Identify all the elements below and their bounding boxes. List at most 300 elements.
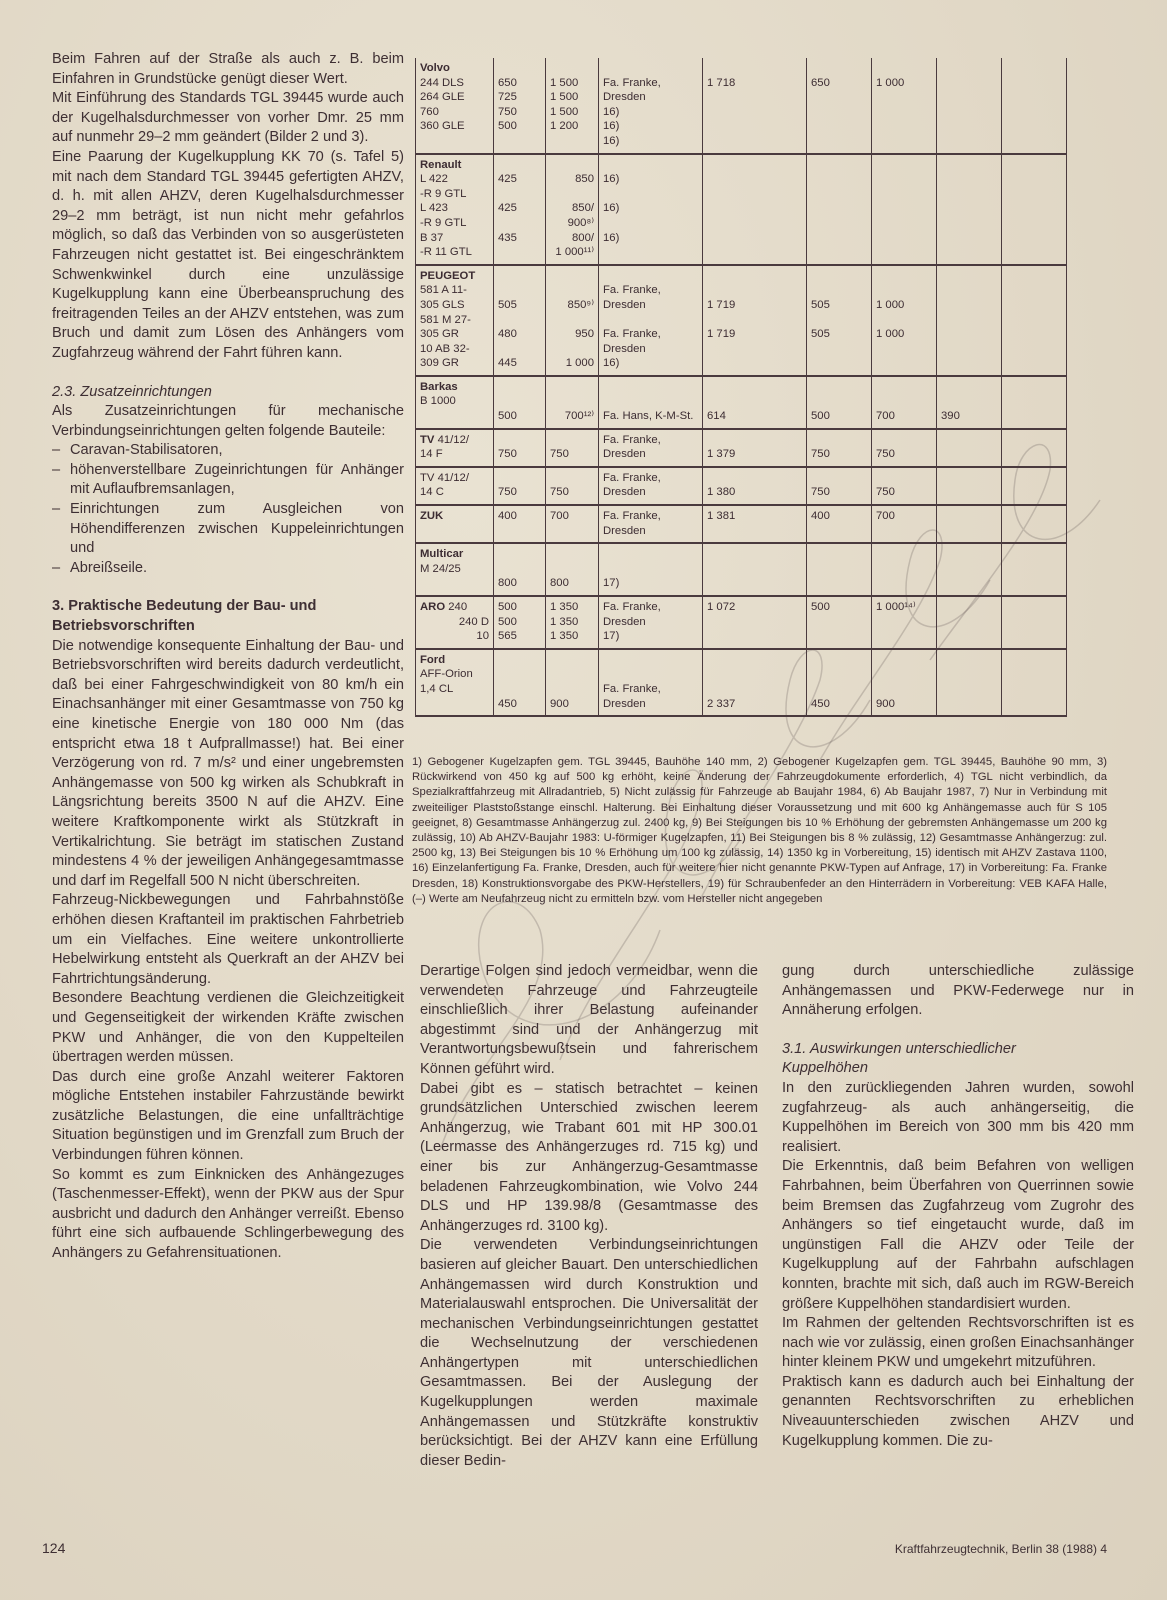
vehicle-model: -R 9 GTL: [420, 216, 467, 229]
mass-braked-cell: [546, 467, 599, 505]
mass-braked-cell: [546, 376, 599, 429]
cell-line: 1 500: [550, 105, 579, 118]
cell-line: 900⁸⁾: [567, 216, 594, 229]
value-cell: [937, 376, 1002, 429]
mass-unbraked-cell: [494, 467, 546, 505]
cell-line: 700¹²⁾: [564, 410, 594, 423]
cell-line: 1 718: [707, 76, 736, 89]
empty-cell: [1002, 505, 1067, 543]
cell-line: 1 200: [550, 120, 579, 133]
cell-line: Fa. Franke,: [603, 433, 661, 446]
cell-line: [603, 667, 698, 682]
cell-spacer: [876, 61, 932, 76]
vehicle-model: AFF-Orion: [420, 668, 473, 681]
cell-line: 16): [603, 173, 620, 186]
value-cell: [703, 154, 807, 265]
cell-line: [707, 172, 802, 187]
cell-line: Dresden: [603, 486, 646, 499]
supplier-cell: [599, 649, 703, 716]
cell-line: [707, 667, 802, 682]
value-cell: [872, 429, 937, 467]
value-cell: [807, 58, 872, 154]
supplier-cell: [599, 154, 703, 265]
supplier-cell: [599, 58, 703, 154]
supplier-cell: [599, 467, 703, 505]
cell-spacer: [811, 653, 867, 668]
cell-line: [876, 433, 932, 448]
cell-spacer: [876, 547, 932, 562]
cell-line: 500: [498, 601, 517, 613]
cell-spacer: [603, 653, 698, 668]
cell-spacer: [707, 380, 802, 395]
list-item: – Caravan-Stabilisatoren,: [52, 441, 404, 461]
mass-braked-cell: [546, 543, 599, 596]
cell-spacer: [941, 380, 997, 395]
cell-line: [550, 342, 594, 357]
cell-line: [941, 509, 997, 524]
mass-unbraked-cell: [494, 265, 546, 376]
supplier-cell: [599, 429, 703, 467]
value-cell: [872, 649, 937, 716]
vehicle-cell: [416, 467, 494, 505]
cell-spacer: [603, 158, 698, 173]
cell-spacer: [550, 380, 594, 395]
cell-line: 500: [498, 410, 517, 423]
section-heading-3: 3. Praktische Bedeutung der Bau- und Betriebsvorschriften: [52, 598, 317, 635]
cell-line: 750: [811, 448, 830, 461]
cell-line: 480: [498, 328, 517, 341]
value-cell: [872, 154, 937, 265]
value-cell: [807, 154, 872, 265]
vehicle-model: 309 GR: [420, 357, 459, 370]
cell-line: 1 379: [707, 448, 736, 461]
cell-line: 800/: [572, 231, 594, 244]
cell-spacer: [498, 653, 541, 668]
cell-spacer: [550, 269, 594, 284]
cell-line: [941, 76, 997, 91]
empty-cell: [1002, 649, 1067, 716]
cell-line: [550, 471, 594, 486]
cell-line: [876, 394, 932, 409]
cell-line: 750: [550, 448, 569, 461]
cell-line: Fa. Franke,: [603, 510, 661, 523]
mass-unbraked-cell: [494, 376, 546, 429]
cell-line: [811, 471, 867, 486]
cell-spacer: [811, 547, 867, 562]
cell-spacer: [707, 269, 802, 284]
cell-line: 750: [876, 448, 895, 461]
cell-line: [550, 667, 594, 682]
vehicle-model: B 1000: [420, 395, 456, 408]
value-cell: [807, 543, 872, 596]
vehicle-cell: [416, 429, 494, 467]
supplier-cell: [599, 376, 703, 429]
cell-line: 17): [603, 630, 620, 643]
value-cell: [872, 596, 937, 649]
value-cell: [703, 467, 807, 505]
vehicle-cell: [416, 376, 494, 429]
cell-spacer: [550, 653, 594, 668]
cell-line: [811, 172, 867, 187]
value-cell: [807, 265, 872, 376]
cell-line: 750: [550, 486, 569, 499]
cell-line: [550, 187, 594, 202]
vehicle-model: 581 A 11-: [420, 284, 467, 297]
cell-line: 1 000¹⁴⁾: [876, 601, 916, 613]
value-cell: [937, 265, 1002, 376]
cell-line: 1 000: [876, 328, 905, 341]
paragraph: Mit Einführung des Standards TGL 39445 wurde auch der Kugelhalsdurchmesser von vorher Dmr. 25 mm auf nunmehr 29–2 mm geändert (Bilder 2 und 3).: [52, 90, 404, 146]
mass-unbraked-cell: [494, 596, 546, 649]
empty-cell: [1002, 376, 1067, 429]
cell-spacer: [811, 269, 867, 284]
cell-line: [498, 216, 541, 231]
section-heading-2-3: 2.3. Zusatzeinrichtungen: [52, 383, 212, 400]
table-row: [416, 467, 1111, 505]
vehicle-cell: [416, 505, 494, 543]
value-cell: [872, 58, 937, 154]
mass-unbraked-cell: [494, 543, 546, 596]
cell-line: [876, 667, 932, 682]
value-cell: [703, 543, 807, 596]
cell-spacer: [941, 653, 997, 668]
cell-spacer: [876, 158, 932, 173]
mass-braked-cell: [546, 505, 599, 543]
table-row: [416, 596, 1111, 649]
mass-unbraked-cell: [494, 429, 546, 467]
cell-line: [876, 471, 932, 486]
vehicle-model: 305 GLS: [420, 298, 465, 311]
supplier-cell: [599, 596, 703, 649]
vehicle-model: 360 GLE: [420, 120, 465, 133]
cell-line: Fa. Franke,: [603, 601, 661, 613]
cell-line: 2 337: [707, 697, 736, 710]
paragraph: Die verwendeten Verbindungseinrichtungen basieren auf gleicher Bauart. Den unterschiedlichen Anhängemassen wird durch Konstruktion und Materialauswahl entsprochen. Die Universalität der mechanischen Verbindungseinrichtungen gestattet die Wechselnutzung der verschiedenen Anhängertypen mit unterschiedlichen Gesamtmassen. Bei der Auslegung der Kugelkupplungen werden maximale Anhängemassen und Stützkräfte konstruktiv berücksichtigt. Bei der AHZV kann eine Erfüllung dieser Bedin-: [420, 1237, 758, 1469]
vehicle-make: Barkas: [420, 380, 458, 393]
cell-spacer: [498, 269, 541, 284]
mass-braked-cell: [546, 58, 599, 154]
table-row: [416, 543, 1111, 596]
cell-spacer: [498, 547, 541, 562]
cell-line: [603, 216, 698, 231]
value-cell: [872, 543, 937, 596]
cell-line: [603, 313, 698, 328]
mass-unbraked-cell: [494, 154, 546, 265]
value-cell: [872, 265, 937, 376]
cell-line: Fa. Franke,: [603, 471, 661, 484]
cell-line: Fa. Hans, K-M-St.: [603, 410, 694, 423]
cell-line: 1 719: [707, 298, 736, 311]
value-cell: [703, 596, 807, 649]
mass-unbraked-cell: [494, 58, 546, 154]
value-cell: [937, 429, 1002, 467]
cell-line: [498, 245, 541, 260]
cell-line: [603, 562, 698, 577]
cell-spacer: [707, 547, 802, 562]
value-cell: [937, 505, 1002, 543]
cell-line: 750: [498, 448, 517, 461]
cell-line: 800: [498, 577, 517, 590]
cell-line: [498, 313, 541, 328]
cell-line: 650: [498, 76, 517, 89]
cell-line: 1 000: [565, 357, 594, 370]
table-row: [416, 429, 1111, 467]
paragraph: Beim Fahren auf der Straße als auch z. B. beim Einfahren in Grundstücke genügt dieser Wert.: [52, 51, 404, 87]
cell-line: Dresden: [603, 524, 646, 537]
cell-spacer: [707, 61, 802, 76]
cell-line: [550, 313, 594, 328]
mass-unbraked-cell: [494, 649, 546, 716]
cell-line: 1 719: [707, 328, 736, 341]
paragraph: Derartige Folgen sind jedoch vermeidbar, wenn die verwendeten Fahrzeuge und Fahrzeugteile einschließlich ihrer Belastung aufeinander abgestimmt sind und der Anhängerzug mit Verantwortungsbewußtsein und fahrerischem Können geführt wird.: [420, 963, 758, 1077]
vehicle-model: -R 9 GTL: [420, 187, 467, 200]
cell-line: 505: [498, 298, 517, 311]
cell-line: Fa. Franke,: [603, 682, 661, 695]
mass-braked-cell: [546, 154, 599, 265]
cell-line: [550, 283, 594, 298]
paragraph: Fahrzeug-Nickbewegungen und Fahrbahnstöße erhöhen diesen Kraftanteil im praktischen Fahrbetrieb um ein Vielfaches. Eine weitere unkontrollierte Hebelwirkung entsteht als Querkraft an der AHZV bei Fahrtrichtungsänderung.: [52, 892, 404, 987]
value-cell: [807, 376, 872, 429]
cell-line: [811, 394, 867, 409]
vehicle-make: Volvo: [420, 62, 450, 74]
cell-line: 700: [876, 410, 895, 423]
vehicle-model: -R 11 GTL: [420, 246, 472, 259]
empty-cell: [1002, 154, 1067, 265]
empty-cell: [1002, 429, 1067, 467]
vehicle-model: TV 41/12/: [420, 471, 469, 484]
cell-spacer: [550, 547, 594, 562]
cell-line: 16): [603, 120, 620, 133]
cell-line: 16): [603, 105, 620, 118]
empty-cell: [1002, 467, 1067, 505]
cell-spacer: [941, 269, 997, 284]
cell-line: 16): [603, 357, 620, 370]
supplier-cell: [599, 543, 703, 596]
cell-line: [603, 394, 698, 409]
vehicle-model: 240: [448, 601, 468, 613]
cell-line: 900: [550, 697, 569, 710]
cell-line: [876, 313, 932, 328]
cell-spacer: [876, 653, 932, 668]
value-cell: [937, 543, 1002, 596]
cell-spacer: [550, 158, 594, 173]
cell-line: [811, 283, 867, 298]
value-cell: [937, 58, 1002, 154]
vehicle-model: 305 GR: [420, 328, 459, 341]
paragraph: gung durch unterschiedliche zulässige Anhängemassen und PKW-Federwege nur in Annäherung erfolgen.: [782, 963, 1134, 1019]
cell-line: 425: [498, 173, 517, 186]
value-cell: [703, 265, 807, 376]
vehicle-model: 14 C: [420, 486, 444, 499]
cell-spacer: [707, 653, 802, 668]
cell-line: 505: [811, 328, 830, 341]
paragraph: In den zurückliegenden Jahren wurden, sowohl zugfahrzeug- als auch anhängerseitig, die Kuppelhöhen im Bereich von 300 mm bis 420 mm realisiert.: [782, 1079, 1134, 1155]
cell-spacer: [811, 61, 867, 76]
vehicle-model: 14 F: [420, 448, 443, 461]
cell-line: [707, 562, 802, 577]
vehicle-cell: [416, 265, 494, 376]
cell-line: 500: [811, 601, 830, 613]
paragraph: Die notwendige konsequente Einhaltung der Bau- und Betriebsvorschriften wird bereits dadurch verdeutlicht, daß bei einer Fahrgeschwindigkeit von 80 km/h ein Einachsanhänger mit einer Gesamtmasse von 750 kg eine kinetische Energie von 180 000 Nm (das entspricht etwa 18 t Aufprallmasse!) hat. Bei einer Verzögerung von rd. 7 m/s² und einer ungebremsten Anhängemasse von 500 kg wirken als Schubkraft in Längsrichtung bereits 3500 N auf die AHZV. Eine weitere Kraftkomponente wirkt als Stützkraft in Vertikalrichtung. Sie beträgt im statischen Zustand mindestens 4 % der jeweiligen Anhängegesamtmasse und darf im Regelfall 500 N nicht überschreiten.: [52, 637, 404, 889]
list-item: – Einrichtungen zum Ausgleichen von Höhendifferenzen zwischen Kuppeleinrichtungen und: [52, 500, 404, 559]
cell-line: Fa. Franke,: [603, 284, 661, 297]
cell-line: [707, 682, 802, 697]
value-cell: [937, 649, 1002, 716]
cell-line: 16): [603, 134, 620, 147]
cell-line: Dresden: [603, 697, 646, 710]
cell-line: 435: [498, 231, 517, 244]
cell-line: [550, 682, 594, 697]
cell-line: 650: [811, 76, 830, 89]
cell-line: 500: [498, 120, 517, 133]
cell-spacer: [603, 61, 698, 76]
cell-line: [941, 600, 997, 615]
cell-line: 700: [876, 510, 895, 523]
cell-line: 500: [498, 615, 517, 628]
cell-line: [498, 562, 541, 577]
journal-citation: Kraftfahrzeugtechnik, Berlin 38 (1988) 4: [894, 1542, 1107, 1556]
cell-line: Dresden: [603, 448, 646, 461]
mass-braked-cell: [546, 649, 599, 716]
cell-line: [498, 394, 541, 409]
cell-line: Fa. Franke,: [603, 328, 661, 341]
cell-line: [941, 562, 997, 577]
cell-line: [707, 433, 802, 448]
vehicle-model: 240 D: [458, 615, 489, 628]
cell-spacer: [498, 61, 541, 76]
cell-line: 17): [603, 577, 620, 590]
cell-line: [603, 187, 698, 202]
cell-line: [707, 471, 802, 486]
cell-line: [498, 187, 541, 202]
value-cell: [703, 429, 807, 467]
cell-line: 500: [811, 410, 830, 423]
cell-line: [498, 342, 541, 357]
vehicle-model: M 24/25: [420, 562, 461, 575]
cell-line: [941, 394, 997, 409]
mass-braked-cell: [546, 265, 599, 376]
empty-cell: [1002, 265, 1067, 376]
cell-line: [941, 433, 997, 448]
value-cell: [937, 467, 1002, 505]
cell-line: [498, 682, 541, 697]
cell-line: 1 500: [550, 76, 579, 89]
list-item: – höhenverstellbare Zugeinrichtungen für Anhänger mit Auflaufbremsanlagen,: [52, 461, 404, 500]
vehicle-model: B 37: [420, 231, 444, 244]
vehicle-model: 264 GLE: [420, 91, 465, 104]
table-row: [416, 649, 1111, 716]
cell-line: [876, 562, 932, 577]
vehicle-model: 41/12/: [437, 433, 469, 446]
cell-spacer: [876, 269, 932, 284]
cell-spacer: [603, 269, 698, 284]
paragraph: So kommt es zum Einknicken des Anhängezuges (Taschenmesser-Effekt), wenn der PKW aus der Spur ausbricht und dadurch den Anhänger verreißt. Ebenso führt eine sich aufbauende Schlingerbewegung des Anhängers zu Gefahrensituationen.: [52, 1166, 404, 1262]
value-cell: [807, 505, 872, 543]
table-row: [416, 505, 1111, 543]
table-footnotes: 1) Gebogener Kugelzapfen gem. TGL 39445, Bauhöhe 140 mm, 2) Gebogener Kugelzapfen gem. TGL 39445, Bauhöhe 90 mm, 3) Rückwirkend von 450 kg auf 500 kg erhöht, keine Änderung der Fahrzeugdokumente erforderlich, 4) TGL nicht verbindlich, da Spezialkraftfahrzeug mit Allradantrieb, 5) Nicht zulässig für Fahrzeuge ab Baujahr 1984, 6) Ab Baujahr 1987, 7) Nur in Verbindung mit zweiteiliger Plaststoßstange einschl. Halterung. Bei Einhaltung dieser Voraussetzung und mit 600 kg Anhängemasse auch für S 105 geeignet, 8) Gesamtmasse Anhängerzug zul. 2400 kg, 9) Bei Steigungen bis 10 % Erhöhung der gebremsten Anhängemasse um 200 kg zulässig, 10) Ab AHZV-Baujahr 1983: U-förmiger Kugelzapfen, 11) Bei Steigungen bis 8 % zulässig, 12) Gesamtmasse Anhängerzug: zul. 2500 kg, 13) Bei Steigungen bis 10 % Erhöhung um 100 kg zulässig, 14) 1350 kg in Vorbereitung, 15) identisch mit AHZV Zastava 1100, 16) Einzelanfertigung Fa. Franke, Dresden, auch für weitere hier nicht genannte PKW-Typen auf Anfrage, 17) in Vorbereitung: Fa. Franke Dresden, 18) Konstruktionsvorgabe des PKW-Herstellers, 19) für Schraubenfeder an den Hinterrädern in Vorbereitung: VEB KAFA Halle, (–) Werte am Neufahrzeug nicht zu ermitteln bzw. vom Hersteller nicht angegeben: [412, 756, 1107, 905]
cell-line: [941, 283, 997, 298]
list-item: – Abreißseile.: [52, 559, 404, 579]
coupling-table: [415, 58, 1111, 717]
cell-line: 425: [498, 202, 517, 215]
cell-line: Dresden: [603, 298, 646, 311]
table-row: [416, 265, 1111, 376]
cell-line: 900: [876, 697, 895, 710]
cell-spacer: [811, 380, 867, 395]
cell-line: [811, 682, 867, 697]
cell-spacer: [876, 380, 932, 395]
cell-line: Fa. Franke,: [603, 76, 661, 89]
middle-column: [420, 962, 758, 1471]
cell-line: [707, 313, 802, 328]
mass-braked-cell: [546, 596, 599, 649]
vehicle-cell: [416, 649, 494, 716]
value-cell: [872, 505, 937, 543]
value-cell: [872, 376, 937, 429]
value-cell: [703, 376, 807, 429]
value-cell: [807, 596, 872, 649]
cell-line: [941, 471, 997, 486]
value-cell: [807, 467, 872, 505]
vehicle-model: L 423: [420, 202, 448, 215]
cell-line: 400: [811, 510, 830, 523]
dash-list: [52, 441, 404, 578]
vehicle-model: 1,4 CL: [420, 682, 454, 695]
vehicle-make: Multicar: [420, 548, 464, 561]
cell-line: 1 381: [707, 510, 736, 523]
cell-spacer: [941, 158, 997, 173]
cell-spacer: [811, 158, 867, 173]
cell-line: [498, 471, 541, 486]
cell-line: 850/: [572, 202, 594, 215]
cell-line: 750: [811, 486, 830, 499]
value-cell: [937, 596, 1002, 649]
paragraph: Im Rahmen der geltenden Rechtsvorschriften ist es nach wie vor zulässig, einen großen Einachsanhänger hinter kleinem PKW und umgekehrt mitzuführen.: [782, 1315, 1134, 1371]
value-cell: [807, 429, 872, 467]
cell-line: 700: [550, 510, 569, 523]
cell-spacer: [941, 547, 997, 562]
vehicle-model: 244 DLS: [420, 76, 464, 89]
cell-line: [707, 394, 802, 409]
cell-line: 1 000: [876, 298, 905, 311]
cell-line: 750: [498, 486, 517, 499]
cell-line: [550, 433, 594, 448]
vehicle-make: Ford: [420, 653, 446, 666]
cell-spacer: [550, 61, 594, 76]
paragraph: Als Zusatzeinrichtungen für mechanische Verbindungseinrichtungen gelten folgende Bauteile:: [52, 403, 404, 439]
cell-line: Dresden: [603, 615, 646, 628]
cell-line: [941, 172, 997, 187]
cell-line: [941, 667, 997, 682]
cell-line: [876, 283, 932, 298]
vehicle-cell: [416, 596, 494, 649]
cell-line: 390: [941, 410, 960, 423]
cell-line: 450: [811, 697, 830, 710]
cell-spacer: [498, 380, 541, 395]
cell-line: [603, 245, 698, 260]
paragraph: Dabei gibt es – statisch betrachtet – keinen grundsätzlichen Unterschied zwischen leerem Anhängerzug, wie Trabant 601 mit HP 300.01 (Leermasse des Anhängerzuges rd. 715 kg) und einer bis zur Anhängerzug-Gesamtmasse beladenen Fahrzeugkombination, wie Volvo 244 DLS und HP 139.98/8 (Gesamtmasse des Anhängerzuges rd. 3100 kg).: [420, 1080, 758, 1234]
vehicle-model: L 422: [420, 173, 448, 186]
cell-line: [550, 562, 594, 577]
value-cell: [807, 649, 872, 716]
cell-line: 565: [498, 630, 517, 643]
section-heading-3-1: 3.1. Auswirkungen unterschiedlicher Kuppelhöhen: [782, 1040, 1016, 1077]
vehicle-make: PEUGEOT: [420, 269, 476, 282]
table-row: [416, 154, 1111, 265]
vehicle-cell: [416, 543, 494, 596]
cell-line: 850: [575, 173, 594, 186]
paragraph: Praktisch kann es dadurch auch bei Einhaltung der genannten Rechtsvorschriften zu erheblichen Niveauunterschieden zwischen AHZV und Kugelkupplung kommen. Die zu-: [782, 1373, 1134, 1449]
